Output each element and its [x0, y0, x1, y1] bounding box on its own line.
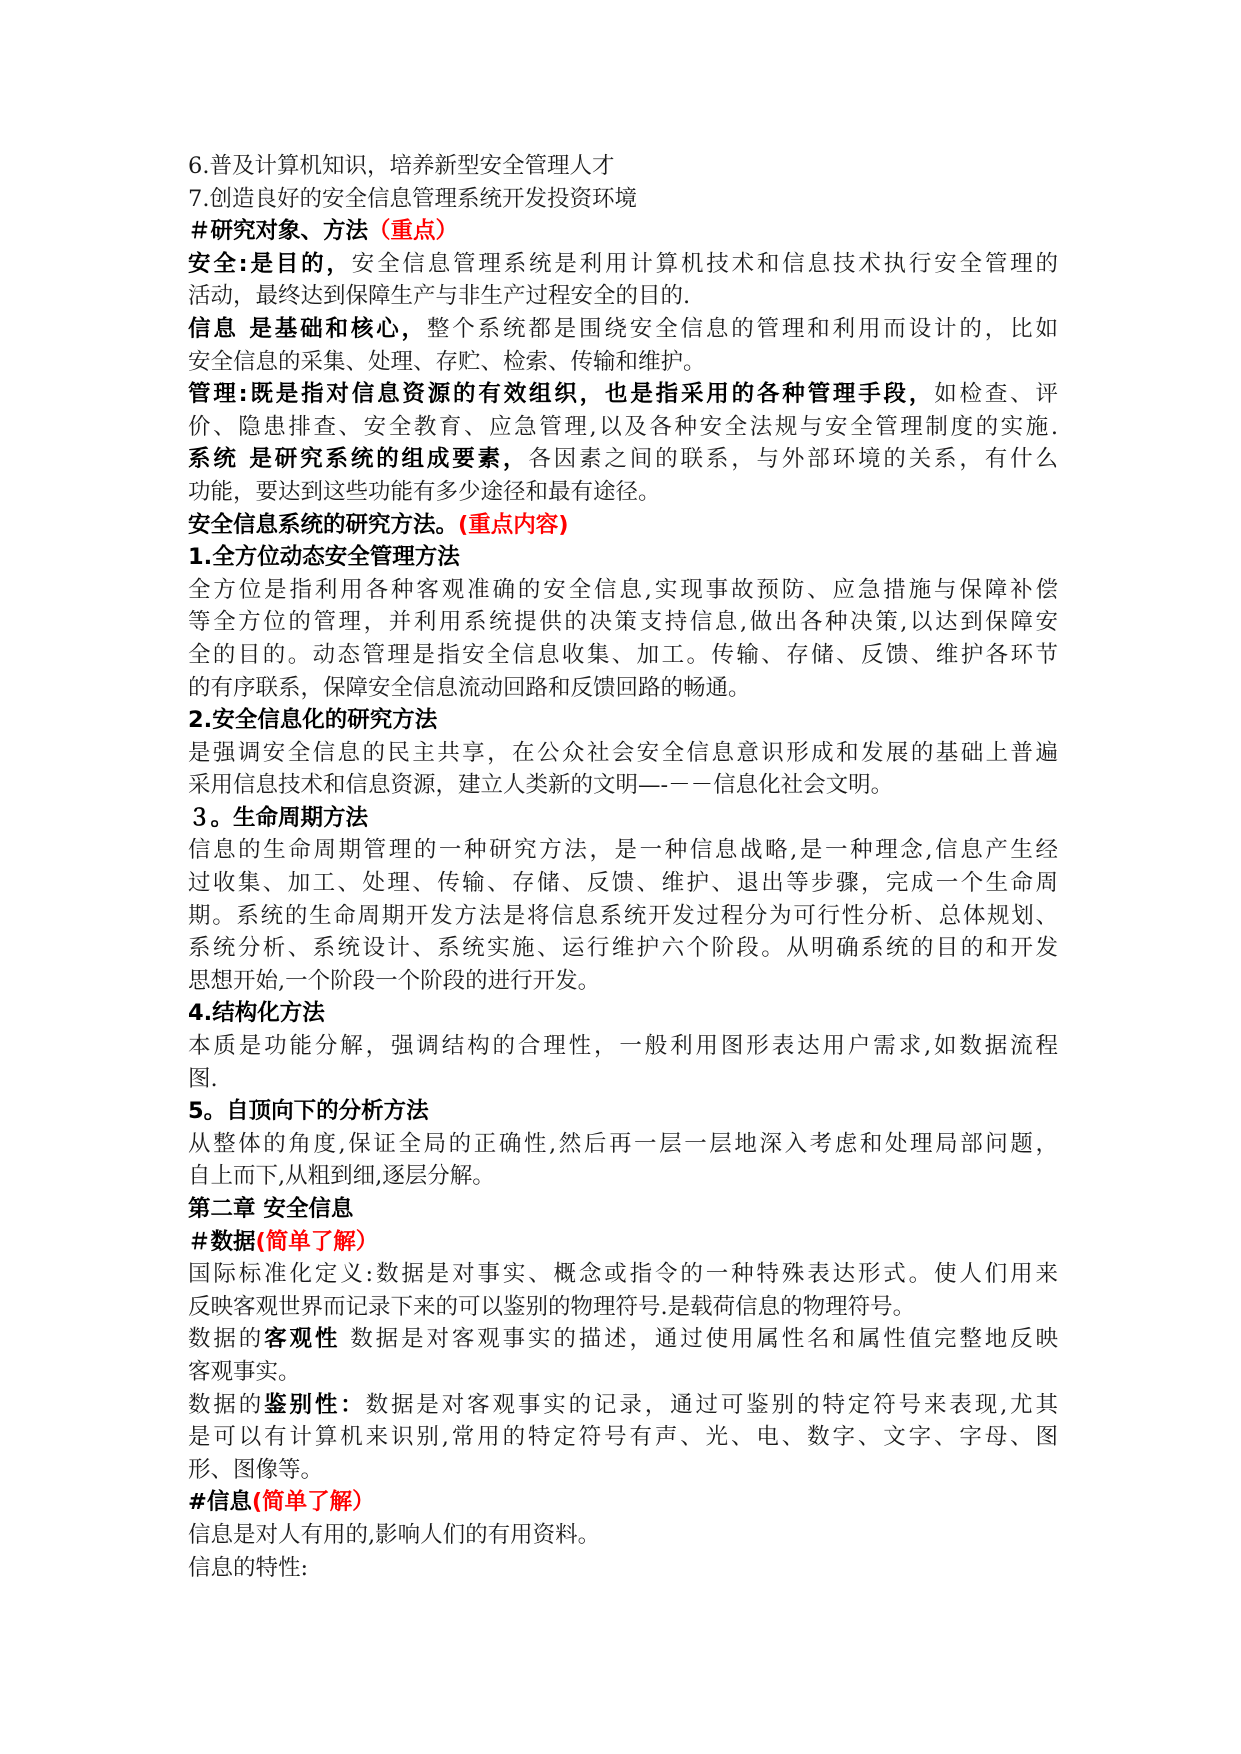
text-line — [188, 280, 1058, 313]
body-text: 的有序联系，保障安全信息流动回路和反馈回路的畅通。 — [188, 674, 751, 701]
body-text: 国际标准化定义:数据是对事实、概念或指令的一种特殊表达形式。使人们用来 — [188, 1261, 1058, 1288]
bold-heading: 客观性 — [264, 1326, 341, 1353]
text-line — [188, 183, 1058, 216]
bold-heading: #信息 — [188, 1489, 252, 1516]
body-text: 数据的 — [188, 1326, 265, 1353]
body-text: 安全信息管理系统是利用计算机技术和信息技术执行安全管理的 — [351, 250, 1058, 277]
text-line — [188, 443, 1058, 476]
text-line — [188, 606, 1058, 639]
text-line — [188, 1454, 1058, 1487]
text-line — [188, 1063, 1058, 1096]
text-line — [188, 1226, 1058, 1259]
text-line — [188, 476, 1058, 509]
text-line — [188, 704, 1058, 737]
text-line — [188, 313, 1058, 346]
text-line — [188, 1389, 1058, 1422]
bold-heading: ３。生命周期方法 — [188, 804, 369, 831]
emphasis-note: (简单了解） — [251, 1489, 375, 1516]
body-text: 采用信息技术和信息资源，建立人类新的文明—-－－信息化社会文明。 — [188, 772, 894, 799]
body-text: 是强调安全信息的民主共享，在公众社会安全信息意识形成和发展的基础上普遍 — [188, 739, 1058, 766]
bold-heading: 5。自顶向下的分析方法 — [188, 1098, 429, 1125]
body-text: 系统分析、系统设计、系统实施、运行维护六个阶段。从明确系统的目的和开发 — [188, 935, 1058, 962]
body-text: 全的目的。动态管理是指安全信息收集、加工。传输、存储、反馈、维护各环节 — [188, 641, 1058, 668]
text-line — [188, 1323, 1058, 1356]
document-page — [188, 150, 1058, 1584]
bold-heading: 系统 是研究系统的组成要素， — [188, 446, 529, 473]
bold-heading: ＃数据 — [188, 1228, 256, 1255]
body-text: 信息的特性: — [188, 1554, 309, 1581]
text-line — [188, 411, 1058, 444]
body-text: 图. — [188, 1065, 218, 1092]
bold-heading: 4.结构化方法 — [188, 1000, 325, 1027]
text-line — [188, 737, 1058, 770]
body-text: 7.创造良好的安全信息管理系统开发投资环境 — [188, 185, 637, 212]
text-line — [188, 802, 1058, 835]
text-line — [188, 1421, 1058, 1454]
bold-heading: 2.安全信息化的研究方法 — [188, 707, 438, 734]
bold-heading: ＃研究对象、方法 — [188, 218, 369, 245]
body-text: 形、图像等。 — [188, 1456, 324, 1483]
body-text: 期。系统的生命周期开发方法是将信息系统开发过程分为可行性分析、总体规划、 — [188, 902, 1058, 929]
text-line — [188, 1291, 1058, 1324]
body-text: 各因素之间的联系，与外部环境的关系，有什么 — [528, 446, 1058, 473]
bold-heading: 第二章 安全信息 — [188, 1196, 354, 1222]
body-text: 等全方位的管理，并利用系统提供的决策支持信息,做出各种决策,以达到保障安 — [188, 609, 1058, 636]
bold-heading: 安全:是目的， — [188, 250, 352, 277]
text-line — [188, 346, 1058, 379]
text-line — [188, 965, 1058, 998]
body-text: 思想开始,一个阶段一个阶段的进行开发。 — [188, 967, 601, 994]
text-line — [188, 1519, 1058, 1552]
text-line — [188, 541, 1058, 574]
body-text: 从整体的角度,保证全局的正确性,然后再一层一层地深入考虑和处理局部问题， — [188, 1130, 1058, 1157]
text-line — [188, 1552, 1058, 1585]
body-text: 数据的 — [188, 1391, 265, 1418]
body-text: 功能，要达到这些功能有多少途径和最有途径。 — [188, 478, 661, 505]
body-text: 6.普及计算机知识，培养新型安全管理人才 — [188, 153, 615, 179]
bold-heading: 管理:既是指对信息资源的有效组织，也是指采用的各种管理手段， — [188, 381, 935, 408]
text-line — [188, 150, 1058, 183]
text-line — [188, 672, 1058, 705]
text-line — [188, 769, 1058, 802]
text-line — [188, 1258, 1058, 1291]
text-line — [188, 1193, 1058, 1226]
emphasis-note: (重点内容) — [458, 511, 569, 538]
text-line — [188, 509, 1058, 542]
body-text: 数据是对客观事实的描述，通过使用属性名和属性值完整地反映 — [340, 1326, 1058, 1353]
text-line — [188, 834, 1058, 867]
emphasis-note: (简单了解） — [255, 1228, 379, 1255]
body-text: 客观事实。 — [188, 1358, 301, 1385]
body-text: 信息的生命周期管理的一种研究方法，是一种信息战略,是一种理念,信息产生经 — [188, 837, 1058, 864]
body-text: 整个系统都是围绕安全信息的管理和利用而设计的，比如 — [426, 315, 1058, 342]
body-text: 如检查、评 — [934, 381, 1058, 408]
body-text: 自上而下,从粗到细,逐层分解。 — [188, 1163, 495, 1190]
body-text: 安全信息的采集、处理、存贮、检索、传输和维护。 — [188, 348, 706, 375]
text-line — [188, 574, 1058, 607]
body-text: 价、隐患排查、安全教育、应急管理,以及各种安全法规与安全管理制度的实施. — [188, 413, 1058, 440]
text-line — [188, 867, 1058, 900]
body-text: 全方位是指利用各种客观准确的安全信息,实现事故预防、应急措施与保障补偿 — [188, 576, 1058, 603]
bold-heading: 1.全方位动态安全管理方法 — [188, 544, 460, 571]
text-line — [188, 378, 1058, 411]
text-line — [188, 1160, 1058, 1193]
body-text: 本质是功能分解，强调结构的合理性，一般利用图形表达用户需求,如数据流程 — [188, 1033, 1058, 1060]
text-line — [188, 900, 1058, 933]
text-line — [188, 639, 1058, 672]
body-text: 信息是对人有用的,影响人们的有用资料。 — [188, 1521, 601, 1548]
body-text: 是可以有计算机来识别,常用的特定符号有声、光、电、数字、文字、字母、图 — [188, 1424, 1058, 1451]
text-line — [188, 1356, 1058, 1389]
text-line — [188, 1486, 1058, 1519]
text-line — [188, 215, 1058, 248]
bold-heading: 安全信息系统的研究方法。 — [188, 511, 459, 538]
text-line — [188, 1095, 1058, 1128]
body-text: 数据是对客观事实的记录，通过可鉴别的特定符号来表现,尤其 — [365, 1391, 1058, 1418]
text-line — [188, 997, 1058, 1030]
bold-heading: 鉴别性： — [264, 1391, 366, 1418]
body-text: 反映客观世界而记录下来的可以鉴别的物理符号.是载荷信息的物理符号。 — [188, 1293, 916, 1320]
body-text: 过收集、加工、处理、传输、存储、反馈、维护、退出等步骤，完成一个生命周 — [188, 870, 1058, 897]
body-text: 活动，最终达到保障生产与非生产过程安全的目的. — [188, 283, 691, 310]
text-line — [188, 248, 1058, 281]
bold-heading: 信息 是基础和核心， — [188, 315, 427, 342]
text-line — [188, 1030, 1058, 1063]
text-line — [188, 1128, 1058, 1161]
emphasis-note: （重点） — [368, 218, 459, 245]
text-line — [188, 932, 1058, 965]
